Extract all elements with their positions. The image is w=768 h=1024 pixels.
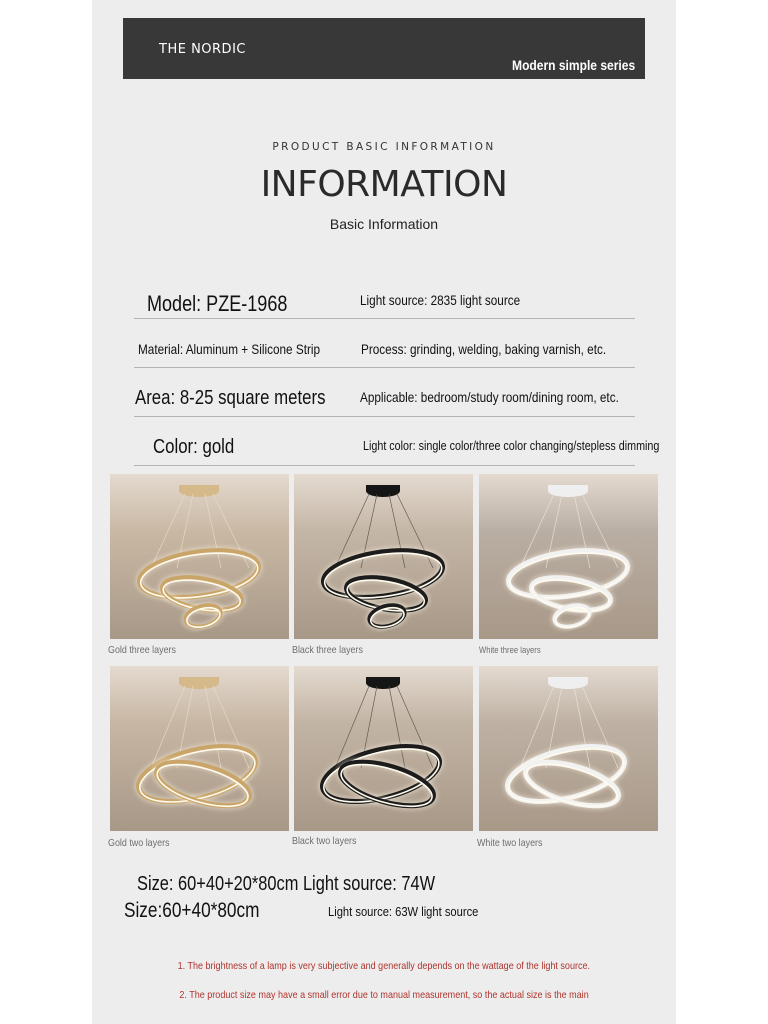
- photo-backdrop: [294, 474, 473, 639]
- light-source-two-layers: Light source: 63W light source: [328, 904, 479, 919]
- section-eyebrow: PRODUCT BASIC INFORMATION: [272, 141, 496, 153]
- section-subtitle: Basic Information: [329, 216, 439, 232]
- brand-banner: [123, 18, 645, 79]
- photo-black-three-layers: [294, 474, 473, 639]
- photo-backdrop: [479, 474, 658, 639]
- spec-model: Model: PZE-1968: [147, 291, 288, 316]
- spec-area: Area: 8-25 square meters: [135, 387, 326, 409]
- size-two-layers: Size:60+40*80cm: [124, 899, 260, 922]
- divider: [134, 367, 635, 368]
- caption-black-three-layers: Black three layers: [292, 644, 363, 656]
- photo-gold-three-layers: [110, 474, 289, 639]
- caption-white-three-layers: White three layers: [479, 645, 541, 655]
- caption-gold-two-layers: Gold two layers: [108, 837, 170, 849]
- divider: [134, 416, 635, 417]
- caption-gold-three-layers: Gold three layers: [108, 644, 176, 656]
- divider: [134, 318, 635, 319]
- spec-light-color: Light color: single color/three color changing/stepless dimming: [363, 439, 660, 453]
- note-size-error: 2. The product size may have a small error due to manual measurement, so the actual size is the main: [179, 989, 589, 1001]
- photo-white-three-layers: [479, 474, 658, 639]
- photo-backdrop: [110, 474, 289, 639]
- size-three-layers: Size: 60+40+20*80cm Light source: 74W: [137, 873, 436, 895]
- spec-light-source: Light source: 2835 light source: [360, 292, 521, 308]
- note-brightness: 1. The brightness of a lamp is very subjective and generally depends on the wattage of the light source.: [177, 960, 591, 972]
- spec-process: Process: grinding, welding, baking varnish, etc.: [361, 341, 607, 357]
- series-name: Modern simple series: [511, 57, 635, 73]
- caption-black-two-layers: Black two layers: [292, 835, 357, 847]
- spec-material: Material: Aluminum + Silicone Strip: [138, 341, 321, 357]
- spec-color: Color: gold: [153, 436, 235, 458]
- photo-black-two-layers: [294, 666, 473, 831]
- divider: [134, 465, 635, 466]
- photo-white-two-layers: [479, 666, 658, 831]
- caption-white-two-layers: White two layers: [477, 837, 543, 849]
- section-title: INFORMATION: [260, 164, 508, 205]
- brand-name: THE NORDIC: [159, 42, 246, 57]
- photo-gold-two-layers: [110, 666, 289, 831]
- spec-applicable: Applicable: bedroom/study room/dining room, etc.: [360, 389, 619, 405]
- product-detail-page: [92, 0, 676, 1024]
